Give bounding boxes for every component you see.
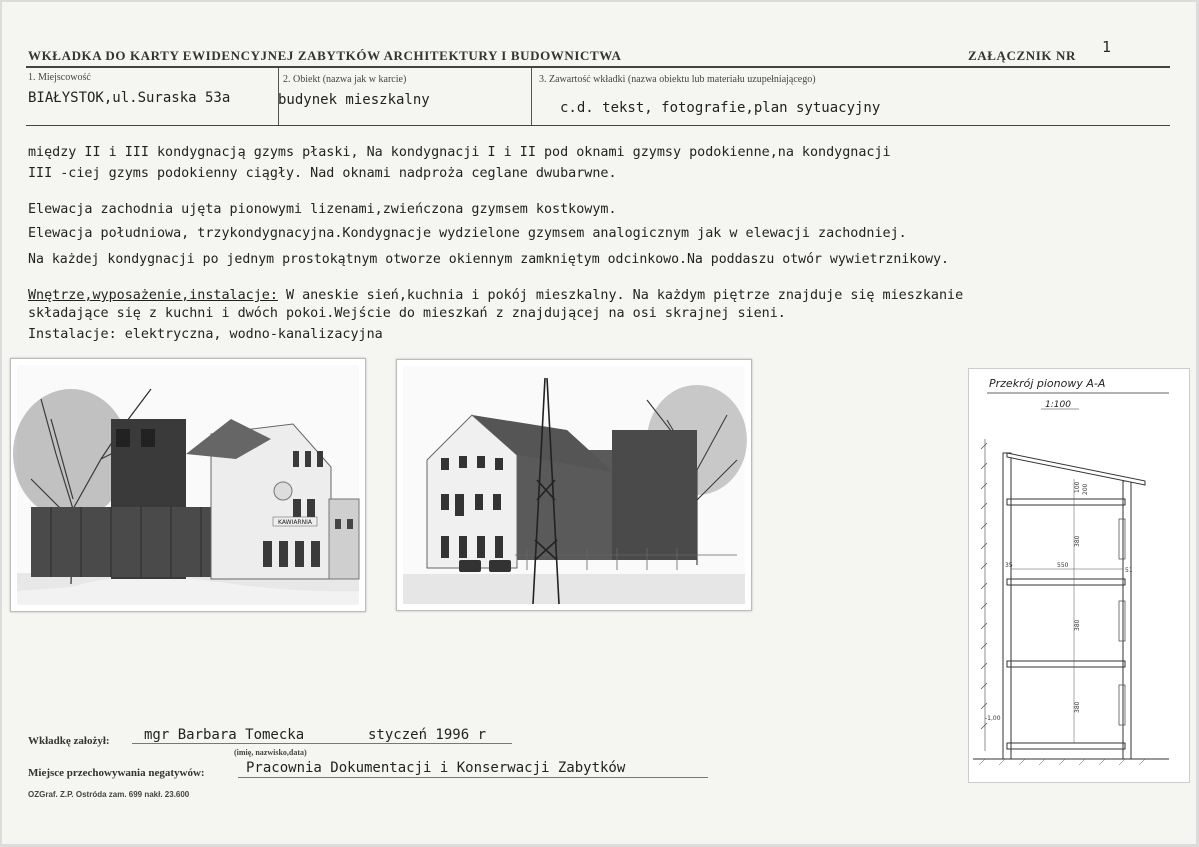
body-line-6	[28, 288, 963, 303]
form-title: WKŁADKA DO KARTY EWIDENCYJNEJ ZABYTKÓW ARCHITEKTURY I BUDOWNICTWA	[28, 48, 622, 63]
locality-label: 1. Miejscowość	[28, 72, 91, 83]
storage-line	[238, 777, 708, 778]
drawing-scale: 1:100	[1045, 400, 1071, 410]
photo-2-image	[397, 360, 751, 610]
dim-ground: -1,00	[985, 715, 1001, 722]
dim-51: 51	[1125, 567, 1133, 574]
attachment-label: ZAŁĄCZNIK NR	[968, 48, 1076, 63]
author-label: Wkładkę założył:	[28, 735, 110, 747]
fields-rule	[26, 125, 1170, 126]
content-label: 3. Zawartość wkładki (nazwa obiektu lub materiału uzupełniającego)	[539, 74, 816, 85]
record-sheet	[2, 2, 1196, 844]
object-value: budynek mieszkalny	[278, 92, 430, 108]
printer-imprint: OZGraf. Z.P. Ostróda zam. 699 nakł. 23.600	[28, 790, 190, 799]
dim-550: 550	[1057, 562, 1069, 569]
dim-100: 100	[1074, 481, 1081, 493]
locality-value: BIAŁYSTOK,ul.Suraska 53a	[28, 90, 231, 106]
attachment-number: 1	[1102, 38, 1112, 56]
photo-building-south	[396, 359, 752, 611]
header-rule	[26, 66, 1170, 68]
dim-380-mid: 380	[1074, 619, 1081, 631]
author-hint: (imię, nazwisko,data)	[234, 748, 307, 757]
dim-380-low: 380	[1074, 701, 1081, 713]
body-line-6-text: W aneskie sień,kuchnia i pokój mieszkalny. Na każdym piętrze znajduje się mieszkanie	[285, 288, 964, 303]
date-value: styczeń 1996 r	[368, 727, 487, 743]
cross-section-drawing	[968, 368, 1190, 783]
photo-building-west	[10, 358, 366, 612]
body-line-5: Na każdej kondygnacji po jednym prostokątnym otworze okiennym zamkniętym odcinkowo.Na poddaszu otwór wywietrznikowy.	[28, 252, 949, 267]
body-line-3: Elewacja zachodnia ujęta pionowymi lizenami,zwieńczona gzymsem kostkowym.	[28, 202, 617, 217]
storage-value: Pracownia Dokumentacji i Konserwacji Zabytków	[246, 760, 626, 776]
cafe-sign: KAWIARNIA	[278, 519, 312, 526]
body-line-4: Elewacja południowa, trzykondygnacyjna.Kondygnacje wydzielone gzymsem analogicznym jak w elewacji zachodniej.	[28, 226, 907, 241]
interior-heading: Wnętrze,wyposażenie,instalacje:	[28, 288, 278, 303]
cross-section-svg	[969, 369, 1189, 782]
dim-380-top: 380	[1074, 535, 1081, 547]
body-line-7: składające się z kuchni i dwóch pokoi.Wejście do mieszkań z znajdującej na osi skrajnej sieni.	[28, 306, 786, 321]
photo-1-image	[11, 359, 365, 611]
field-divider-2	[531, 68, 532, 126]
storage-label: Miejsce przechowywania negatywów:	[28, 767, 205, 779]
object-label: 2. Obiekt (nazwa jak w karcie)	[283, 74, 407, 85]
dim-200: 200	[1082, 483, 1089, 495]
content-value: c.d. tekst, fotografie,plan sytuacyjny	[560, 100, 881, 116]
body-line-1: między II i III kondygnacją gzyms płaski, Na kondygnacji I i II pod oknami gzymsy podokienne,na kondygnacji	[28, 145, 891, 160]
author-value: mgr Barbara Tomecka	[144, 727, 305, 743]
author-line	[132, 743, 512, 744]
drawing-title: Przekrój pionowy A-A	[989, 377, 1106, 390]
dim-35: 35	[1005, 562, 1013, 569]
body-line-8: Instalacje: elektryczna, wodno-kanalizacyjna	[28, 327, 383, 342]
body-line-2: III -ciej gzyms podokienny ciągły. Nad oknami nadproża ceglane dwubarwne.	[28, 166, 617, 181]
